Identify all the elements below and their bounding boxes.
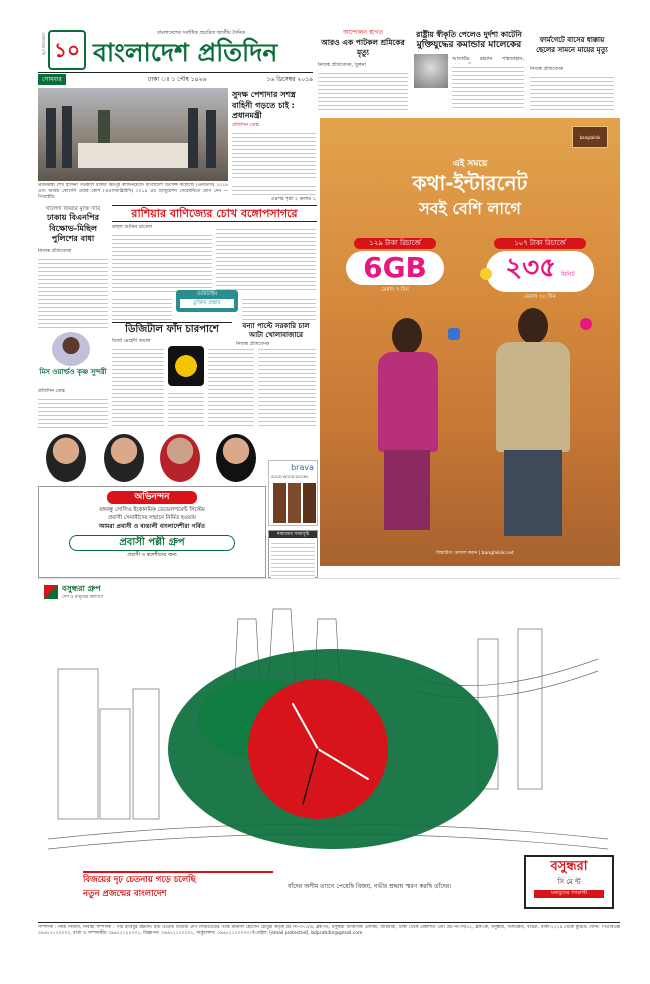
door-image bbox=[303, 483, 316, 523]
day-label: সোমবার bbox=[38, 74, 66, 85]
brava-doors-label: SOLID WOOD DOORS bbox=[271, 475, 309, 479]
slogan-line1: বিজয়ের দৃঢ় চেতনায় গড়ে চলেছি bbox=[83, 875, 196, 885]
prayer-times-box bbox=[268, 530, 318, 578]
offer-1-price: ১২৯ টাকা রিচার্জে bbox=[354, 238, 436, 249]
body-russia-2 bbox=[216, 226, 316, 292]
byline-farmgate: নিজস্ব প্রতিবেদক bbox=[530, 66, 564, 72]
russia-tag1: মেরিটাইম bbox=[196, 291, 218, 297]
lead-photo bbox=[38, 88, 228, 181]
city-line-art bbox=[38, 599, 620, 869]
figure-head bbox=[518, 308, 548, 344]
photo-figure bbox=[188, 108, 198, 168]
portrait bbox=[104, 434, 144, 482]
russia-tag2: চুক্তির প্রস্তাব bbox=[180, 299, 234, 308]
congrats-title: অভিনন্দন bbox=[107, 491, 197, 504]
photo-figure bbox=[62, 106, 72, 168]
byline-digital: মির্জা মেহেদী তমাল bbox=[112, 338, 151, 344]
emoji-icon bbox=[480, 268, 492, 280]
miss-world-photo bbox=[52, 332, 90, 366]
offer-2-price: ১০৭ টাকা রিচার্জে bbox=[494, 238, 586, 249]
offer-1-value: 6GB bbox=[346, 251, 444, 285]
door-image bbox=[273, 483, 286, 523]
body-digital-3 bbox=[208, 346, 254, 428]
headline-jute-worker[interactable]: আরও এক পাটকল শ্রমিকের মৃত্যু bbox=[321, 38, 405, 57]
brava-brand: brava bbox=[291, 463, 314, 472]
body-digital-1 bbox=[112, 346, 164, 428]
portrait bbox=[216, 434, 256, 482]
ad-man-figure bbox=[470, 308, 590, 548]
headline-flood-rice[interactable]: বন্যা পাল্টে সরকারি চাল আটা খোলাবাজারে bbox=[242, 322, 310, 339]
congrats-line3: আমরা প্রবাসী ও বাঙালী বাংলাদেশীরা গর্বিত bbox=[98, 523, 206, 530]
anniversary-logo bbox=[48, 30, 86, 70]
heart-icon bbox=[580, 318, 592, 330]
lead-body bbox=[232, 130, 316, 180]
flag-splash bbox=[168, 649, 498, 849]
like-icon bbox=[448, 328, 460, 340]
digital-trap-graphic bbox=[168, 346, 204, 386]
figure-head bbox=[392, 318, 422, 354]
story-kicker-jute: আন্দোলন স্থগিত bbox=[342, 30, 384, 36]
photo-table bbox=[78, 143, 188, 168]
body-freedom-fighter bbox=[452, 64, 524, 110]
photo-figure bbox=[46, 108, 56, 168]
body-russia-4 bbox=[242, 296, 316, 320]
english-date: ১৬ ডিসেম্বর ২০১৯ bbox=[266, 76, 313, 83]
portrait bbox=[46, 434, 86, 482]
logo-number: ১০ bbox=[54, 38, 80, 62]
figure-body bbox=[496, 342, 570, 452]
headline-freedom-fighter-line2: মুক্তিযুদ্ধের কমান্ডার মালেকের bbox=[416, 40, 522, 50]
slogan-box bbox=[83, 871, 273, 907]
khaleda-kicker: খালেদা জিয়ার মুক্তি দাবি bbox=[45, 206, 101, 212]
prayer-table bbox=[271, 540, 315, 578]
group-name: বসুন্ধরা গ্রুপ bbox=[62, 584, 101, 593]
body-khaleda bbox=[38, 256, 108, 328]
banglalink-logo bbox=[572, 126, 608, 148]
cement-tagline: মজবুতের গ্যারান্টি bbox=[534, 890, 604, 898]
headline-freedom-fighter[interactable] bbox=[414, 30, 524, 50]
top-right-stories bbox=[318, 30, 614, 115]
imprint-text: সম্পাদক : নঈম নিজাম, নির্বাহী সম্পাদক : পীর হাবিবুর রহমান। ইস্ট ওয়েস্ট মিডিয়া গ্রুপ লিমিটেডের পক্ষে ময়নাল হোসেন চৌধুরী কর্তৃক প্লট নং-৩৭১/এ, ব্লক-ডি, বসুন্ধরা আবাসিক এলাকা, বারিধারা, ঢাকা থেকে প্রকাশিত এবং প্লট নং-সি/৫২, ব্লক-কে, বসুন্ধরা, খিলক্ষেত, বাড্ডা, ঢাকা-১২২৯ থেকে মুদ্রিত। ফোন: পিএবিএক্স ০৯৬১২১২০০০০, বার্তা ও সম্পাদকীয় ০৯৬১২১২০০০১, বিজ্ঞাপন: ০৯৬১২১২০০০২, সার্কুলেশন: ০৯৬১২১২০০০৩। ই-মেইল: [email protected], bdpratidin@gmail.com bbox=[38, 925, 620, 936]
building-outline bbox=[58, 669, 98, 819]
imprint-rule bbox=[38, 922, 620, 923]
slogan: বাংলাদেশের সর্বাধিক প্রচারিত জাতীয় দৈনিক bbox=[157, 30, 245, 36]
group-tagline: দেশ ও মানুষের কল্যাণে bbox=[62, 595, 104, 600]
building-outline bbox=[100, 709, 130, 819]
banglalink-brand: banglalink bbox=[579, 135, 601, 140]
offer-2[interactable] bbox=[480, 238, 600, 306]
photo-figure bbox=[206, 110, 216, 168]
lead-caption: প্রধানমন্ত্রী শেখ হাসিনা গতকাল ঢাকার মিরপুর ক্যান্টনমেন্টে বাংলাদেশ ডিফেন্স কলেজে (এনডিসি) ২০১৯ এবং আর্মড ফোর্সেস ওয়ার কোর্স (এএফডাব্লিউসি) ২০১৯ এর গ্রাজুয়েশন সেরেমনিতে যোগ দেন — পিআইডি bbox=[38, 183, 228, 200]
figure-body bbox=[378, 352, 438, 452]
byline-khaleda: নিজস্ব প্রতিবেদক bbox=[38, 248, 72, 254]
cement-logo bbox=[524, 855, 614, 909]
offer-2-unit: মিনিট bbox=[561, 271, 575, 278]
portrait-strip bbox=[38, 432, 266, 484]
lead-byline: প্রতিদিন ডেস্ক bbox=[232, 122, 259, 128]
body-digital-2 bbox=[168, 390, 204, 428]
offer-2-validity: মেয়াদ ৩০ দিন bbox=[524, 294, 556, 300]
slogan-line2: নতুন প্রজন্মের বাংলাদেশ bbox=[83, 889, 167, 899]
body-farmgate bbox=[530, 74, 614, 110]
cement-brand: বসুন্ধরা bbox=[550, 859, 588, 874]
ad-headline-sub: সবই বেশি লাগে bbox=[419, 199, 521, 218]
building-outline bbox=[133, 689, 159, 819]
offer-2-value-pill bbox=[486, 251, 594, 292]
lead-continued[interactable]: এরপর পৃষ্ঠা ২ কলাম ১ bbox=[270, 196, 316, 202]
door-image bbox=[288, 483, 301, 523]
ad-headline-main: কথা-ইন্টারনেট bbox=[412, 171, 528, 195]
offer-1-validity: মেয়াদ ৭ দিন bbox=[381, 287, 409, 293]
lead-headline[interactable]: সুদক্ষ পেশাদার সশস্ত্র বাহিনী গড়তে চাই : প্রধানমন্ত্রী bbox=[232, 90, 296, 120]
congrats-ad bbox=[38, 486, 266, 578]
prayer-title: নামাজের সময়সূচি bbox=[269, 531, 317, 538]
congrats-line2: প্রবাসী সেনানীদের সম্মানে নির্মিত হওয়ায় bbox=[107, 515, 197, 521]
lead-body-2 bbox=[232, 183, 316, 196]
headline-farmgate-bus[interactable]: ফার্মগেটে বাসের ধাক্কায় ছেলের সামনে মায়ের মৃত্যু bbox=[536, 36, 608, 54]
figure-legs bbox=[504, 450, 562, 536]
headline-miss-world[interactable]: মিস ওয়ার্ল্ডও কৃষ্ণ সুন্দরী bbox=[39, 368, 107, 376]
ad-headline-small: এই সময়ে bbox=[452, 159, 488, 169]
headline-russia[interactable]: রাশিয়ার বাণিজ্যের চোখ বঙ্গোপসাগরে bbox=[112, 205, 317, 222]
congrats-line1: বঙ্গবন্ধু সোসিও ইকোনমিক ডেভেলপমেন্ট সিস্টেম bbox=[99, 507, 205, 513]
byline-flood: নিজস্ব প্রতিবেদক bbox=[236, 341, 270, 347]
masthead-rule bbox=[38, 72, 313, 73]
date-strip bbox=[38, 74, 313, 85]
cement-sub: সি মে ন্ট bbox=[557, 878, 581, 886]
offer-2-value: ২৩৫ bbox=[505, 253, 556, 283]
ad-woman-figure bbox=[348, 318, 458, 548]
byline-russia: রুহুল আমিন রাসেল bbox=[112, 224, 153, 230]
congrats-footer: প্রবাসী ও স্বদেশীদের জন্য bbox=[127, 552, 177, 558]
body-russia-1 bbox=[112, 232, 212, 292]
ad-footnote: বিস্তারিত: ডায়াল করুন | banglalink.net bbox=[436, 551, 514, 556]
headline-digital-trap[interactable]: ডিজিটাল ফাঁদ চারপাশে bbox=[112, 322, 232, 337]
offer-1[interactable] bbox=[340, 238, 450, 298]
freedom-fighter-photo bbox=[414, 54, 448, 88]
byline-freedom-fighter: আতাউর রহমান শাহজাহান, bbox=[452, 56, 524, 62]
figure-legs bbox=[384, 450, 430, 530]
byline-jute: নিজস্ব প্রতিবেদক, খুলনা bbox=[318, 62, 366, 68]
portrait bbox=[160, 434, 200, 482]
body-digital-4 bbox=[258, 346, 316, 428]
tribute-text: যাঁদের অসীম ত্যাগে পেয়েছি বিজয়, গভীর শ্রদ্ধায় স্মরণ করছি তাঁদের। bbox=[288, 883, 452, 890]
body-jute bbox=[318, 70, 408, 110]
tower-outline bbox=[518, 629, 542, 789]
brava-door-ad bbox=[268, 460, 318, 526]
banglalink-ad bbox=[320, 118, 620, 566]
body-miss-world bbox=[38, 396, 108, 428]
group-logo-icon bbox=[44, 585, 58, 599]
congrats-brand: প্রবাসী পল্লী গ্রুপ bbox=[69, 535, 235, 551]
russia-tag-box bbox=[176, 290, 238, 312]
ear-left-text: মেজাজের দৃষ্টি bbox=[41, 32, 46, 55]
body-russia-3 bbox=[112, 296, 172, 320]
headline-khaleda[interactable]: ঢাকায় বিএনপির বিক্ষোভ-মিছিল পুলিশের বাধা bbox=[47, 213, 99, 243]
paper-title: বাংলাদেশ প্রতিদিন bbox=[93, 38, 278, 67]
headline-freedom-fighter-line1: রাষ্ট্রীয় স্বীকৃতি পেলেও দুর্দশা কাটেনি bbox=[416, 30, 522, 39]
bashundhara-ad bbox=[38, 578, 620, 918]
byline-miss-world: প্রতিদিন ডেস্ক bbox=[38, 388, 65, 394]
place-date: ঢাকা ঃ ১ পৌষ ১৪২৬ bbox=[148, 76, 207, 83]
